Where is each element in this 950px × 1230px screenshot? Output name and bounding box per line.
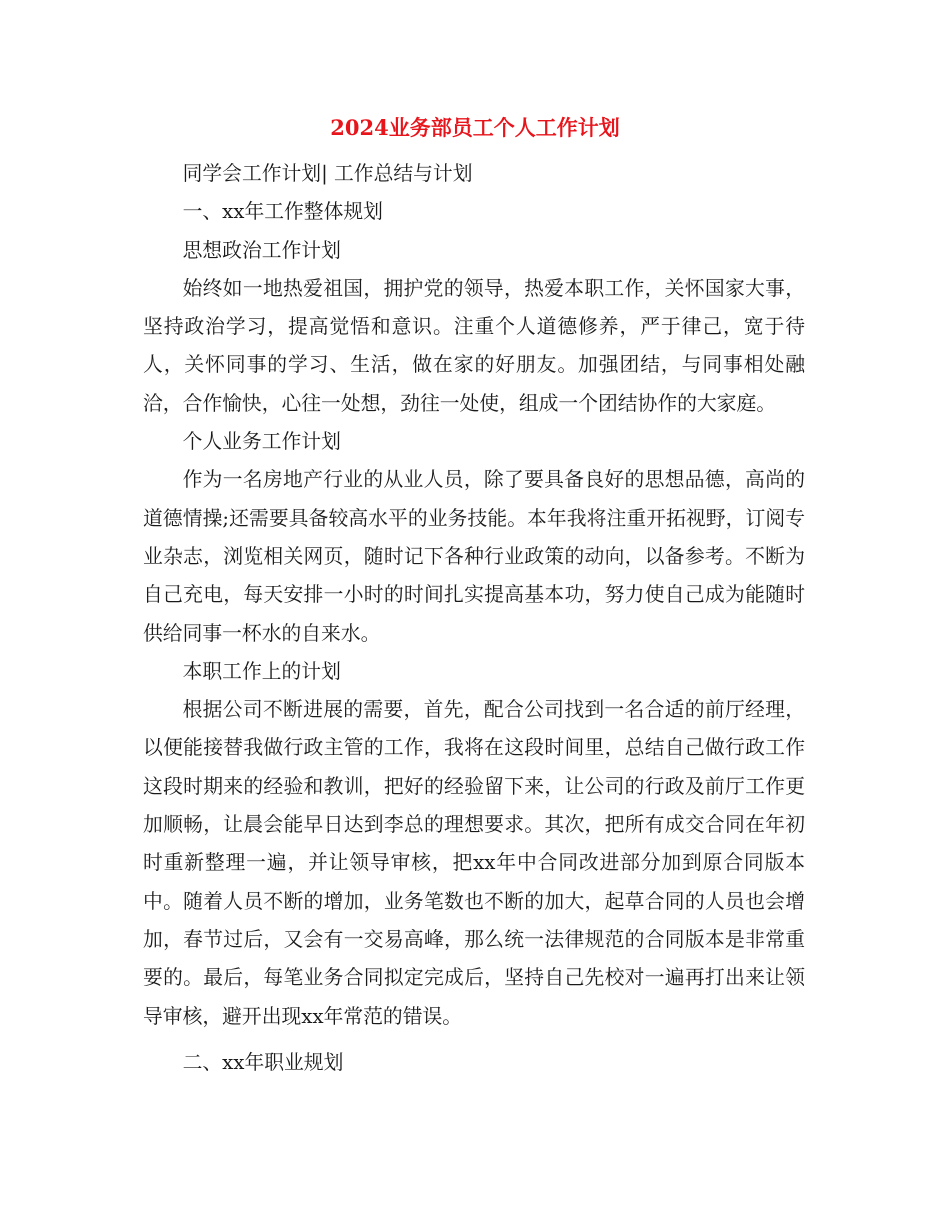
subsection-heading-business: 个人业务工作计划 <box>182 430 341 454</box>
section-heading-2: 二、xx年职业规划 <box>182 1050 344 1074</box>
paragraph-business: 作为一名房地产行业的从业人员，除了要具备良好的思想品德，高尚的道德情操;还需要具备较高水平的业务技能。本年我将注重开拓视野，订阅专业杂志，浏览相关网页，随时记下各种行业政策的动向，以备参考。不断为自己充电，每天安排一小时的时间扎实提高基本功，努力使自己成为能随时供给同事一杯水的自来水。 <box>143 468 805 645</box>
document-body <box>143 155 805 1082</box>
paragraph-duty: 根据公司不断进展的需要，首先，配合公司找到一名合适的前厅经理，以便能接替我做行政主管的工作，我将在这段时间里，总结自己做行政工作这段时期来的经验和教训，把好的经验留下来，让公司的行政及前厅工作更加顺畅，让晨会能早日达到李总的理想要求。其次，把所有成交合同在年初时重新整理一遍，并让领导审核，把xx年中合同改进部分加到原合同版本中。随着人员不断的增加，业务笔数也不断的加大，起草合同的人员也会增加，春节过后，又会有一交易高峰，那么统一法律规范的合同版本是非常重要的。最后，每笔业务合同拟定完成后，坚持自己先校对一遍再打出来让领导审核，避开出现xx年常范的错误。 <box>143 698 805 1028</box>
subsection-heading-duty: 本职工作上的计划 <box>182 659 341 683</box>
subtitle-line: 同学会工作计划| 工作总结与计划 <box>182 162 473 185</box>
subsection-heading-political: 思想政治工作计划 <box>182 238 341 262</box>
paragraph-political: 始终如一地热爱祖国，拥护党的领导，热爱本职工作，关怀国家大事，坚持政治学习，提高觉悟和意识。注重个人道德修养，严于律己，宽于待人，关怀同事的学习、生活，做在家的好朋友。加强团结，与同事相处融洽，合作愉快，心往一处想，劲往一处使，组成一个团结协作的大家庭。 <box>143 276 805 415</box>
document-title: 2024业务部员工个人工作计划 <box>330 115 620 140</box>
section-heading-1: 一、xx年工作整体规划 <box>182 200 383 224</box>
